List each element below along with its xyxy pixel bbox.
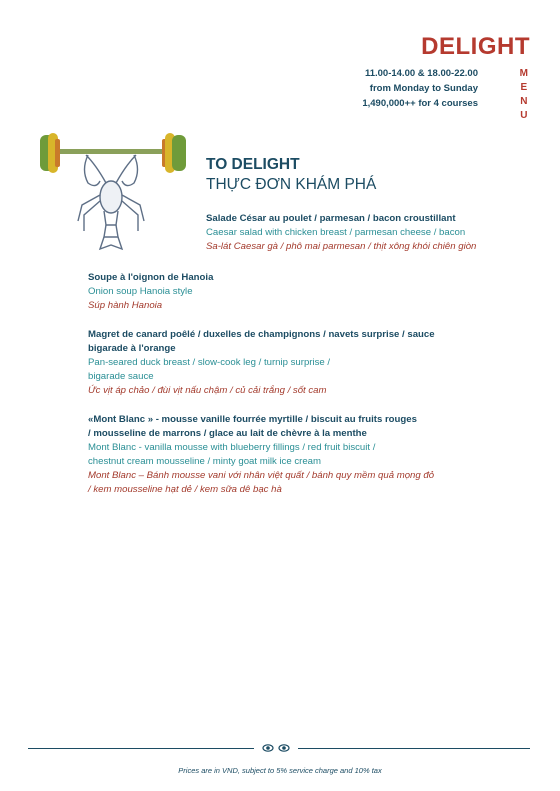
brand-title: DELIGHT — [421, 33, 530, 60]
dish-name-en: Onion soup Hanoia style — [88, 286, 193, 297]
dish-name-fr: Magret de canard poêlé / duxelles de champignons / navets surprise / sauce — [88, 329, 435, 340]
dish-mont-blanc — [88, 413, 468, 497]
dish-name-fr: bigarade à l'orange — [88, 343, 176, 354]
menu-letter: U — [520, 110, 528, 121]
dish-name-fr: Soupe à l'oignon de Hanoia — [88, 272, 214, 283]
dish-name-en: Mont Blanc - vanilla mousse with blueberry fillings / red fruit biscuit / — [88, 442, 376, 453]
service-hours — [362, 66, 478, 111]
section-subtitle: THỰC ĐƠN KHÁM PHÁ — [206, 176, 377, 193]
dish-name-vi: Sa-lát Caesar gà / phô mai parmesan / thịt xông khói chiên giòn — [206, 241, 477, 252]
dish-name-en: bigarade sauce — [88, 371, 154, 382]
dish-name-en: Pan-seared duck breast / slow-cook leg / turnip surprise / — [88, 357, 331, 368]
menu-letter: N — [520, 96, 528, 107]
dish-name-fr: Salade César au poulet / parmesan / bacon croustillant — [206, 213, 456, 224]
dish-name-en: chestnut cream mousseline / minty goat milk ice cream — [88, 456, 321, 467]
hours-line: 11.00-14.00 & 18.00-22.00 — [364, 68, 478, 79]
dish-name-vi: Mont Blanc – Bánh mousse vani với nhân việt quất / bánh quy mềm quả mọng đỏ — [88, 470, 435, 481]
footer-tax-note: Prices are in VND, subject to 5% service charge and 10% tax — [178, 766, 382, 775]
footer-divider-left — [28, 748, 254, 749]
menu-letter: M — [519, 68, 528, 79]
section-title: TO DELIGHT — [206, 156, 300, 173]
twin-ornament-icon — [256, 741, 296, 755]
dish-onion-soup — [88, 271, 468, 313]
dish-caesar-salad — [206, 212, 536, 254]
menu-letter: E — [520, 82, 528, 93]
dish-name-fr: «Mont Blanc » - mousse vanille fourrée myrtille / biscuit au fruits rouges — [88, 414, 417, 425]
lobster-barbell-icon — [26, 125, 196, 260]
dish-name-vi: Ức vịt áp chảo / đùi vịt nấu chậm / củ cải trắng / sốt cam — [88, 385, 327, 396]
dish-name-fr: / mousseline de marrons / glace au lait de chèvre à la menthe — [88, 428, 367, 439]
footer-divider-right — [298, 748, 530, 749]
dish-name-vi: Súp hành Hanoia — [88, 300, 163, 311]
dish-name-en: Caesar salad with chicken breast / parmesan cheese / bacon — [206, 227, 466, 238]
days-line: from Monday to Sunday — [369, 83, 478, 94]
dish-name-vi: / kem mousseline hạt dẻ / kem sữa dê bạc hà — [88, 484, 282, 495]
dish-duck-breast — [88, 328, 448, 398]
price-line: 1,490,000++ for 4 courses — [362, 98, 478, 109]
menu-vertical-label — [520, 67, 528, 123]
